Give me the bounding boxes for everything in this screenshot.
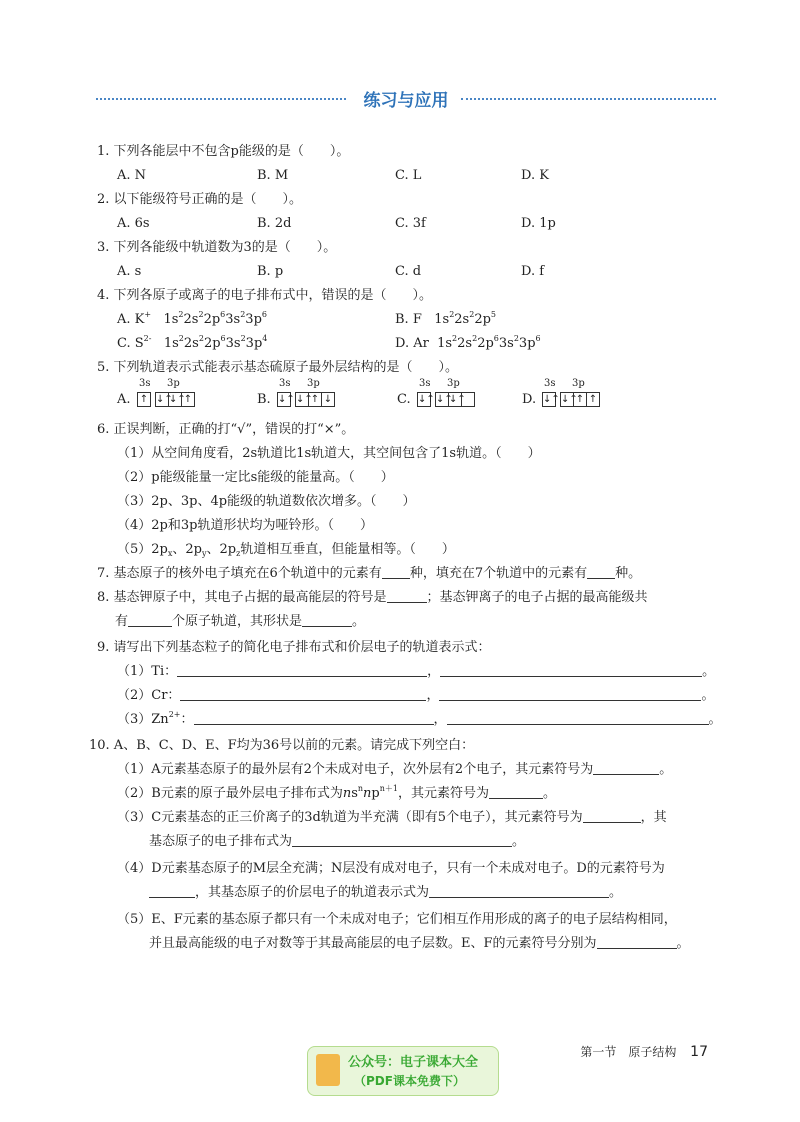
question-1-options (97, 164, 717, 188)
answer-blank (439, 686, 701, 701)
answer-blank (128, 612, 172, 627)
question-6-item-2: （2）p能级能量一定比s能级的能量高。（ ） (117, 470, 394, 485)
option-c: C. $S^{2-}$ $1s^22s^22p^63s^23p^4$ (117, 334, 268, 351)
question-6-stem: 6. 正误判断，正确的打“√”，错误的打“×”。 (97, 422, 355, 437)
orbital-box: ↑ (308, 392, 322, 407)
question-5-options: A. 3s 3p ↑ ↓↑ ↓↑ ↑ B. 3s 3p ↓↑ ↓↑ ↑ ↓ C. 3s 3p ↓↑ ↓↑ ↓↑ D. 3s 3p ↓↑ ↓↑ ↑ ↑ (97, 380, 717, 416)
question-8-line-2: 有 个原子轨道，其形状是 。 (115, 614, 366, 629)
question-9-item-3: $(3)Zn^{2+}$： ， 。 (117, 710, 722, 727)
orbital-box (461, 392, 475, 407)
question-2-options (97, 212, 717, 236)
orbital-box: ↑ (573, 392, 587, 407)
answer-blank (587, 564, 615, 579)
option-a: A. N (117, 168, 147, 183)
answer-blank (440, 662, 702, 677)
option-a: A. s (117, 264, 142, 279)
option-b: B. p (257, 264, 284, 279)
answer-blank (429, 883, 609, 898)
dotted-divider-right (461, 98, 716, 100)
dotted-divider-left (96, 98, 346, 100)
question-6-item-4: （4）2p和3p轨道形状均为哑铃形。（ ） (117, 518, 373, 533)
question-9-item-1: （1）Ti： ， 。 (117, 664, 716, 679)
option-a: A. K+ $1s^22s^22p^63s^23p^6$ (117, 310, 267, 327)
option-d: D. 1p (521, 216, 556, 231)
answer-blank (180, 686, 426, 701)
question-2-stem: 2. 以下能级符号正确的是（ ）。 (97, 192, 303, 207)
answer-blank (382, 564, 410, 579)
answer-blank (177, 662, 427, 677)
question-7: 7. 基态原子的核外电子填充在6个轨道中的元素有 种，填充在7个轨道中的元素有 种。 (97, 566, 642, 581)
option-c: C. 3f (395, 216, 426, 231)
answer-blank (583, 808, 641, 823)
question-6-item-1: （1）从空间角度看，2s轨道比1s轨道大，其空间包含了1s轨道。（ ） (117, 446, 541, 461)
option-b: B. M (257, 168, 289, 183)
answer-blank (489, 784, 543, 799)
section-header (96, 86, 716, 112)
book-icon (316, 1054, 340, 1086)
orbital-box: ↓↑ (543, 394, 560, 405)
question-4-options-ab (97, 308, 717, 332)
option-d: D. K (521, 168, 549, 183)
question-3-options (97, 260, 717, 284)
answer-blank (292, 832, 512, 847)
question-10-stem: 10. A、B、C、D、E、F均为36号以前的元素。请完成下列空白： (89, 738, 475, 753)
option-b: B. F $1s^22s^22p^5$ (395, 310, 497, 327)
answer-blank (447, 710, 709, 725)
page-number: 17 (690, 1044, 708, 1060)
question-3-stem: 3. 下列各能级中轨道数为3的是（ ）。 (97, 240, 337, 255)
question-8-line-1: 8. 基态钾原子中，其电子占据的最高能层的符号是 ；基态钾离子的电子占据的最高能级共 (97, 590, 648, 605)
option-b: B. 2d (257, 216, 292, 231)
option-d: D. f (521, 264, 545, 279)
orbital-box: ↓↑ (169, 394, 186, 405)
orbital-box: ↑ (181, 392, 195, 407)
watermark-line-1: 公众号：电子课本大全 (348, 1055, 479, 1070)
question-4-stem: 4. 下列各原子或离子的电子排布式中，错误的是（ ）。 (97, 288, 433, 303)
option-a: A. 6s (117, 216, 150, 231)
answer-blank (302, 612, 352, 627)
question-10-item-5-line-1: （5）E、F元素的基态原子都只有一个未成对电子；它们相互作用形成的离子的电子层结构相同， (117, 912, 677, 927)
orbital-box: ↓↑ (436, 394, 453, 405)
section-title: 练习与应用 (363, 91, 449, 111)
orbital-box: ↓ (321, 392, 335, 407)
question-10-item-1: （1）A元素基态原子的最外层有2个未成对电子，次外层有2个电子，其元素符号为 。 (117, 762, 673, 777)
question-10-item-3-line-1: （3）C元素基态的正三价离子的3d轨道为半充满（即有5个电子），其元素符号为 ，其 (117, 810, 667, 825)
orbital-box: ↑ (586, 392, 600, 407)
orbital-box: ↓↑ (156, 394, 173, 405)
question-6-item-5: $(5)2p_x$、$2p_y$、$2p_z$轨道相互垂直，但能量相等。（ ） (117, 542, 455, 558)
question-1-stem: 1. 下列各能层中不包含p能级的是（ ）。 (97, 144, 350, 159)
question-5-stem: 5. 下列轨道表示式能表示基态硫原子最外层结构的是（ ）。 (97, 360, 459, 375)
orbital-box: ↓↑ (449, 394, 466, 405)
exercise-list (89, 140, 722, 956)
orbital-box: ↑ (137, 392, 151, 407)
question-6-item-3: （3）2p、3p、4p能级的轨道数依次增多。（ ） (117, 494, 416, 509)
answer-blank (593, 760, 659, 775)
question-10-item-4-line-1: （4）D元素基态原子的M层全充满；N层没有成对电子，只有一个未成对电子。D的元素符号为 (117, 861, 665, 876)
question-10-item-5-line-2: 并且最高能级的电子对数等于其最高能层的电子层数。E、F的元素符号分别为 。 (149, 936, 690, 951)
option-c: C. L (395, 168, 422, 183)
page-footer (580, 1043, 708, 1060)
question-10-item-3-line-2: 基态原子的电子排布式为 。 (149, 834, 526, 849)
orbital-box: ↓↑ (561, 394, 578, 405)
question-10-item-2: （2）B元素的原子最外层电子排布式为$ns^nnp^{n+1}$，其元素符号为 。 (117, 784, 557, 801)
orbital-box: ↓↑ (296, 394, 313, 405)
answer-blank (387, 588, 427, 603)
watermark-line-2: （PDF课本免费下） (354, 1074, 465, 1088)
option-d: D. Ar $1s^22s^22p^63s^23p^6$ (395, 334, 541, 351)
watermark-badge (307, 1046, 499, 1096)
question-9-item-2: （2）Cr： ， 。 (117, 688, 715, 703)
orbital-box: ↓↑ (278, 394, 295, 405)
answer-blank (597, 934, 677, 949)
question-9-stem: 9. 请写出下列基态粒子的简化电子排布式和价层电子的轨道表示式： (97, 640, 491, 655)
answer-blank (149, 883, 195, 898)
footer-section: 第一节 原子结构 (580, 1045, 677, 1059)
answer-blank (194, 710, 434, 725)
question-10-item-4-line-2: ，其基态原子的价层电子的轨道表示式为 。 (97, 881, 717, 905)
option-c: C. d (395, 264, 422, 279)
orbital-box: ↓↑ (418, 394, 435, 405)
question-4-options-cd (97, 332, 717, 356)
